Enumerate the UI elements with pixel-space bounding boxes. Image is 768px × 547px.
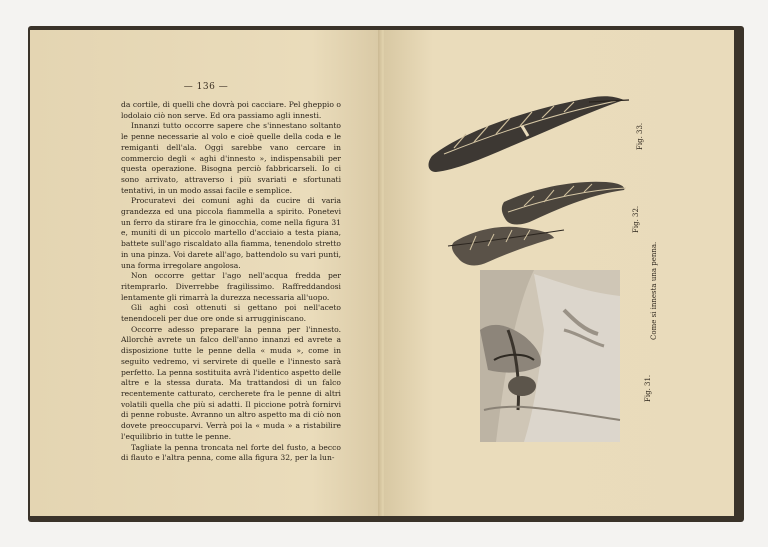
paragraph: Innanzi tutto occorre sapere che s'innestano soltanto le penne necessarie al volo e cioè quelle della coda e le remiganti dell'ala. Oggi sarebbe vano cercare in commercio degli « aghi d'innesto », indispensabili per questa operazione. Bisogna perciò fabbricarseli. Io ci sono arrivato, attraverso i più svariati e sfortunati tentativi, in un modo assai facile e semplice. <box>121 121 341 195</box>
figure-side-caption: Come si innesta una penna. <box>650 241 658 340</box>
paragraph: Occorre adesso preparare la penna per l'innesto. Allorchè avrete un falco dell'anno innanzi ed avrete a disposizione tutte le penne della « muda », come in seguito vedremo, vi servirete di quelle e l'innesto sarà perfetto. La penna sostituita avrà l'identico aspetto delle altre e la stessa durata. Ma trattandosi di un falco recentemente catturato, cercherete fra le penne di altri volatili quella che più si adatti. Il piccione potrà fornirvi di penne robuste. Avranno un altro aspetto ma di ciò non dovete preoccuparvi. Verrà poi la « muda » a ristabilire l'equilibrio in tutte le penne. <box>121 324 341 441</box>
figure-caption: Fig. 32. <box>632 205 640 233</box>
feather-illustration <box>448 227 564 266</box>
paragraph: Procuratevi dei comuni aghi da cucire di varia grandezza ed una piccola fiammella a spirito. Ponetevi un ferro da stirare fra le ginocchia, come nella figura 31 e, muniti di un piccolo martello d'acciaio a testa piana, battete sull'ago riscaldato alla fiamma, tenendolo stretto in una pinza. Voi darete all'ago, battendolo su vari punti, una forma irregolare angolosa. <box>121 196 341 270</box>
paragraph: Gli aghi così ottenuti si gettano poi nell'aceto tenendoceli per due ore onde si arrugginiscano. <box>121 303 341 324</box>
paragraph: da cortile, di quelli che dovrà poi cacciare. Pel gheppio o lodolaio ciò non serve. Ed ora passiamo agli innesti. <box>121 100 341 120</box>
feather-illustration <box>429 96 629 172</box>
hands-with-iron-illustration <box>480 270 620 442</box>
paragraph: Tagliate la penna troncata nel forte del fusto, a becco di flauto e l'altra penna, come alla figura 32, per la lun- <box>121 442 341 463</box>
left-page-text <box>121 100 341 464</box>
figure-caption: Fig. 31. <box>644 374 652 402</box>
page-number: — 136 — <box>183 82 229 92</box>
figure-illustrations <box>384 30 734 516</box>
paragraph: Non occorre gettar l'ago nell'acqua fredda per ritemprarlo. Diverrebbe fragilissimo. Raffreddandosi lentamente gli rimarrà la durezza necessaria all'uopo. <box>121 271 341 302</box>
feather-illustration <box>502 182 626 225</box>
figures-area <box>384 30 734 516</box>
figure-caption: Fig. 33. <box>636 122 644 150</box>
